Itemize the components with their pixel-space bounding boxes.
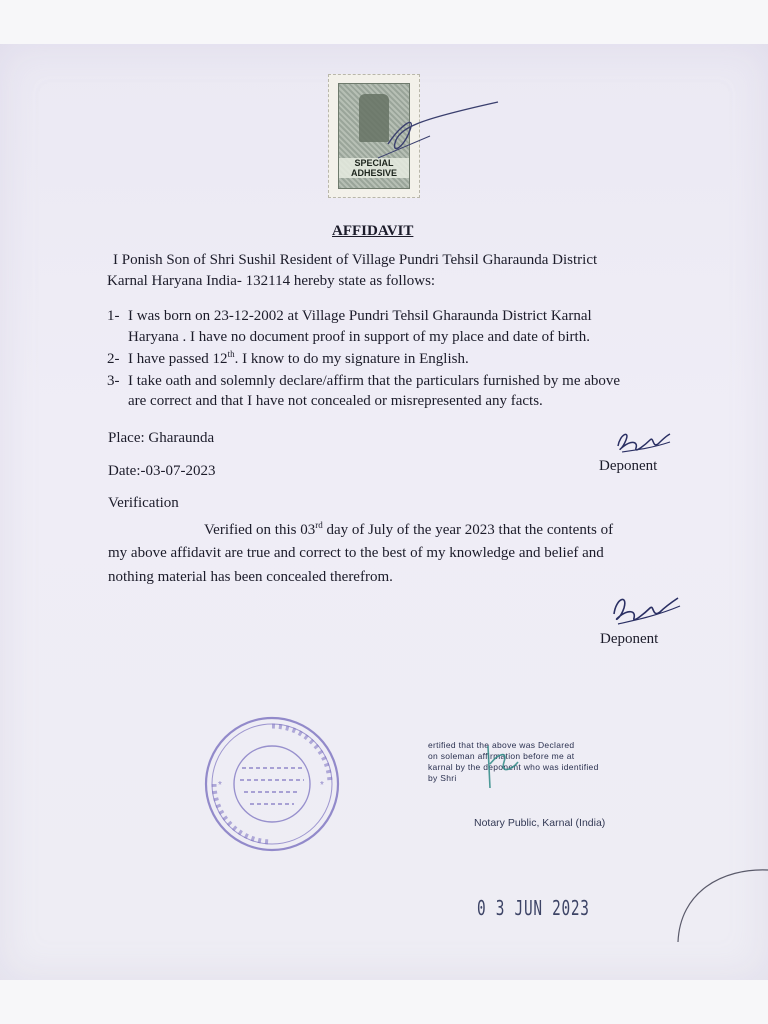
list-item-number: 3- [107,373,120,389]
stamp-label-line2: ADHESIVE [350,168,397,178]
list-item-text-post: . I know to do my signature in English. [234,351,469,367]
notary-line: by Shri [428,773,457,783]
verification-line-3: nothing material has been concealed therefrom. [108,569,393,585]
stamp-cancellation-signature-icon [330,96,500,176]
deponent-signature-icon [612,426,674,460]
deponent-signature-icon [606,590,682,632]
notary-line: ertified that the above was Declared [428,740,575,750]
notary-signature-icon [468,740,538,792]
intro-line-1: I Ponish Son of Shri Sushil Resident of Village Pundri Tehsil Gharaunda District [113,252,598,268]
list-item-text: I was born on 23-12-2002 at Village Pundri Tehsil Gharaunda District Karnal [128,308,592,324]
list-item-text: I take oath and solemnly declare/affirm that the particulars furnished by me above [128,373,621,389]
list-item-text-pre: I have passed 12 [128,351,228,367]
svg-text:*: * [218,780,222,791]
page-edge-mark-icon [672,862,768,958]
verification-line-2: my above affidavit are true and correct to the best of my knowledge and belief and [108,545,604,561]
verification-heading: Verification [108,495,179,511]
notary-public-title: Notary Public, Karnal (India) [474,816,606,829]
list-item-text: are correct and that I have not concealed or misrepresented any facts. [128,393,543,409]
list-item-text [128,349,469,369]
date-line: Date:-03-07-2023 [108,463,216,479]
deponent-label: Deponent [599,458,658,474]
verification-line-1 [204,520,613,540]
list-item-number: 2- [107,351,120,367]
notary-seal-icon [202,714,342,854]
document-title: AFFIDAVIT [332,223,414,239]
notary-line: karnal by the deponent who was identified [428,762,599,772]
verification-pre: Verified on this 03 [204,522,316,538]
notary-line: on soleman affirmation before me at [428,751,575,761]
list-item-number: 1- [107,308,120,324]
deponent-label: Deponent [600,631,659,647]
place-line: Place: Gharaunda [108,430,215,446]
list-item-superscript: th [227,349,235,359]
stamp-label-line1: SPECIAL [354,158,394,168]
date-stamp: 0 3 JUN 2023 [477,896,590,920]
verification-superscript: rd [315,520,323,530]
verification-post: day of July of the year 2023 that the contents of [322,522,614,538]
svg-text:*: * [320,780,324,791]
list-item-text: Haryana . I have no document proof in support of my place and date of birth. [128,329,590,345]
intro-line-2: Karnal Haryana India- 132114 hereby state as follows: [107,273,436,289]
